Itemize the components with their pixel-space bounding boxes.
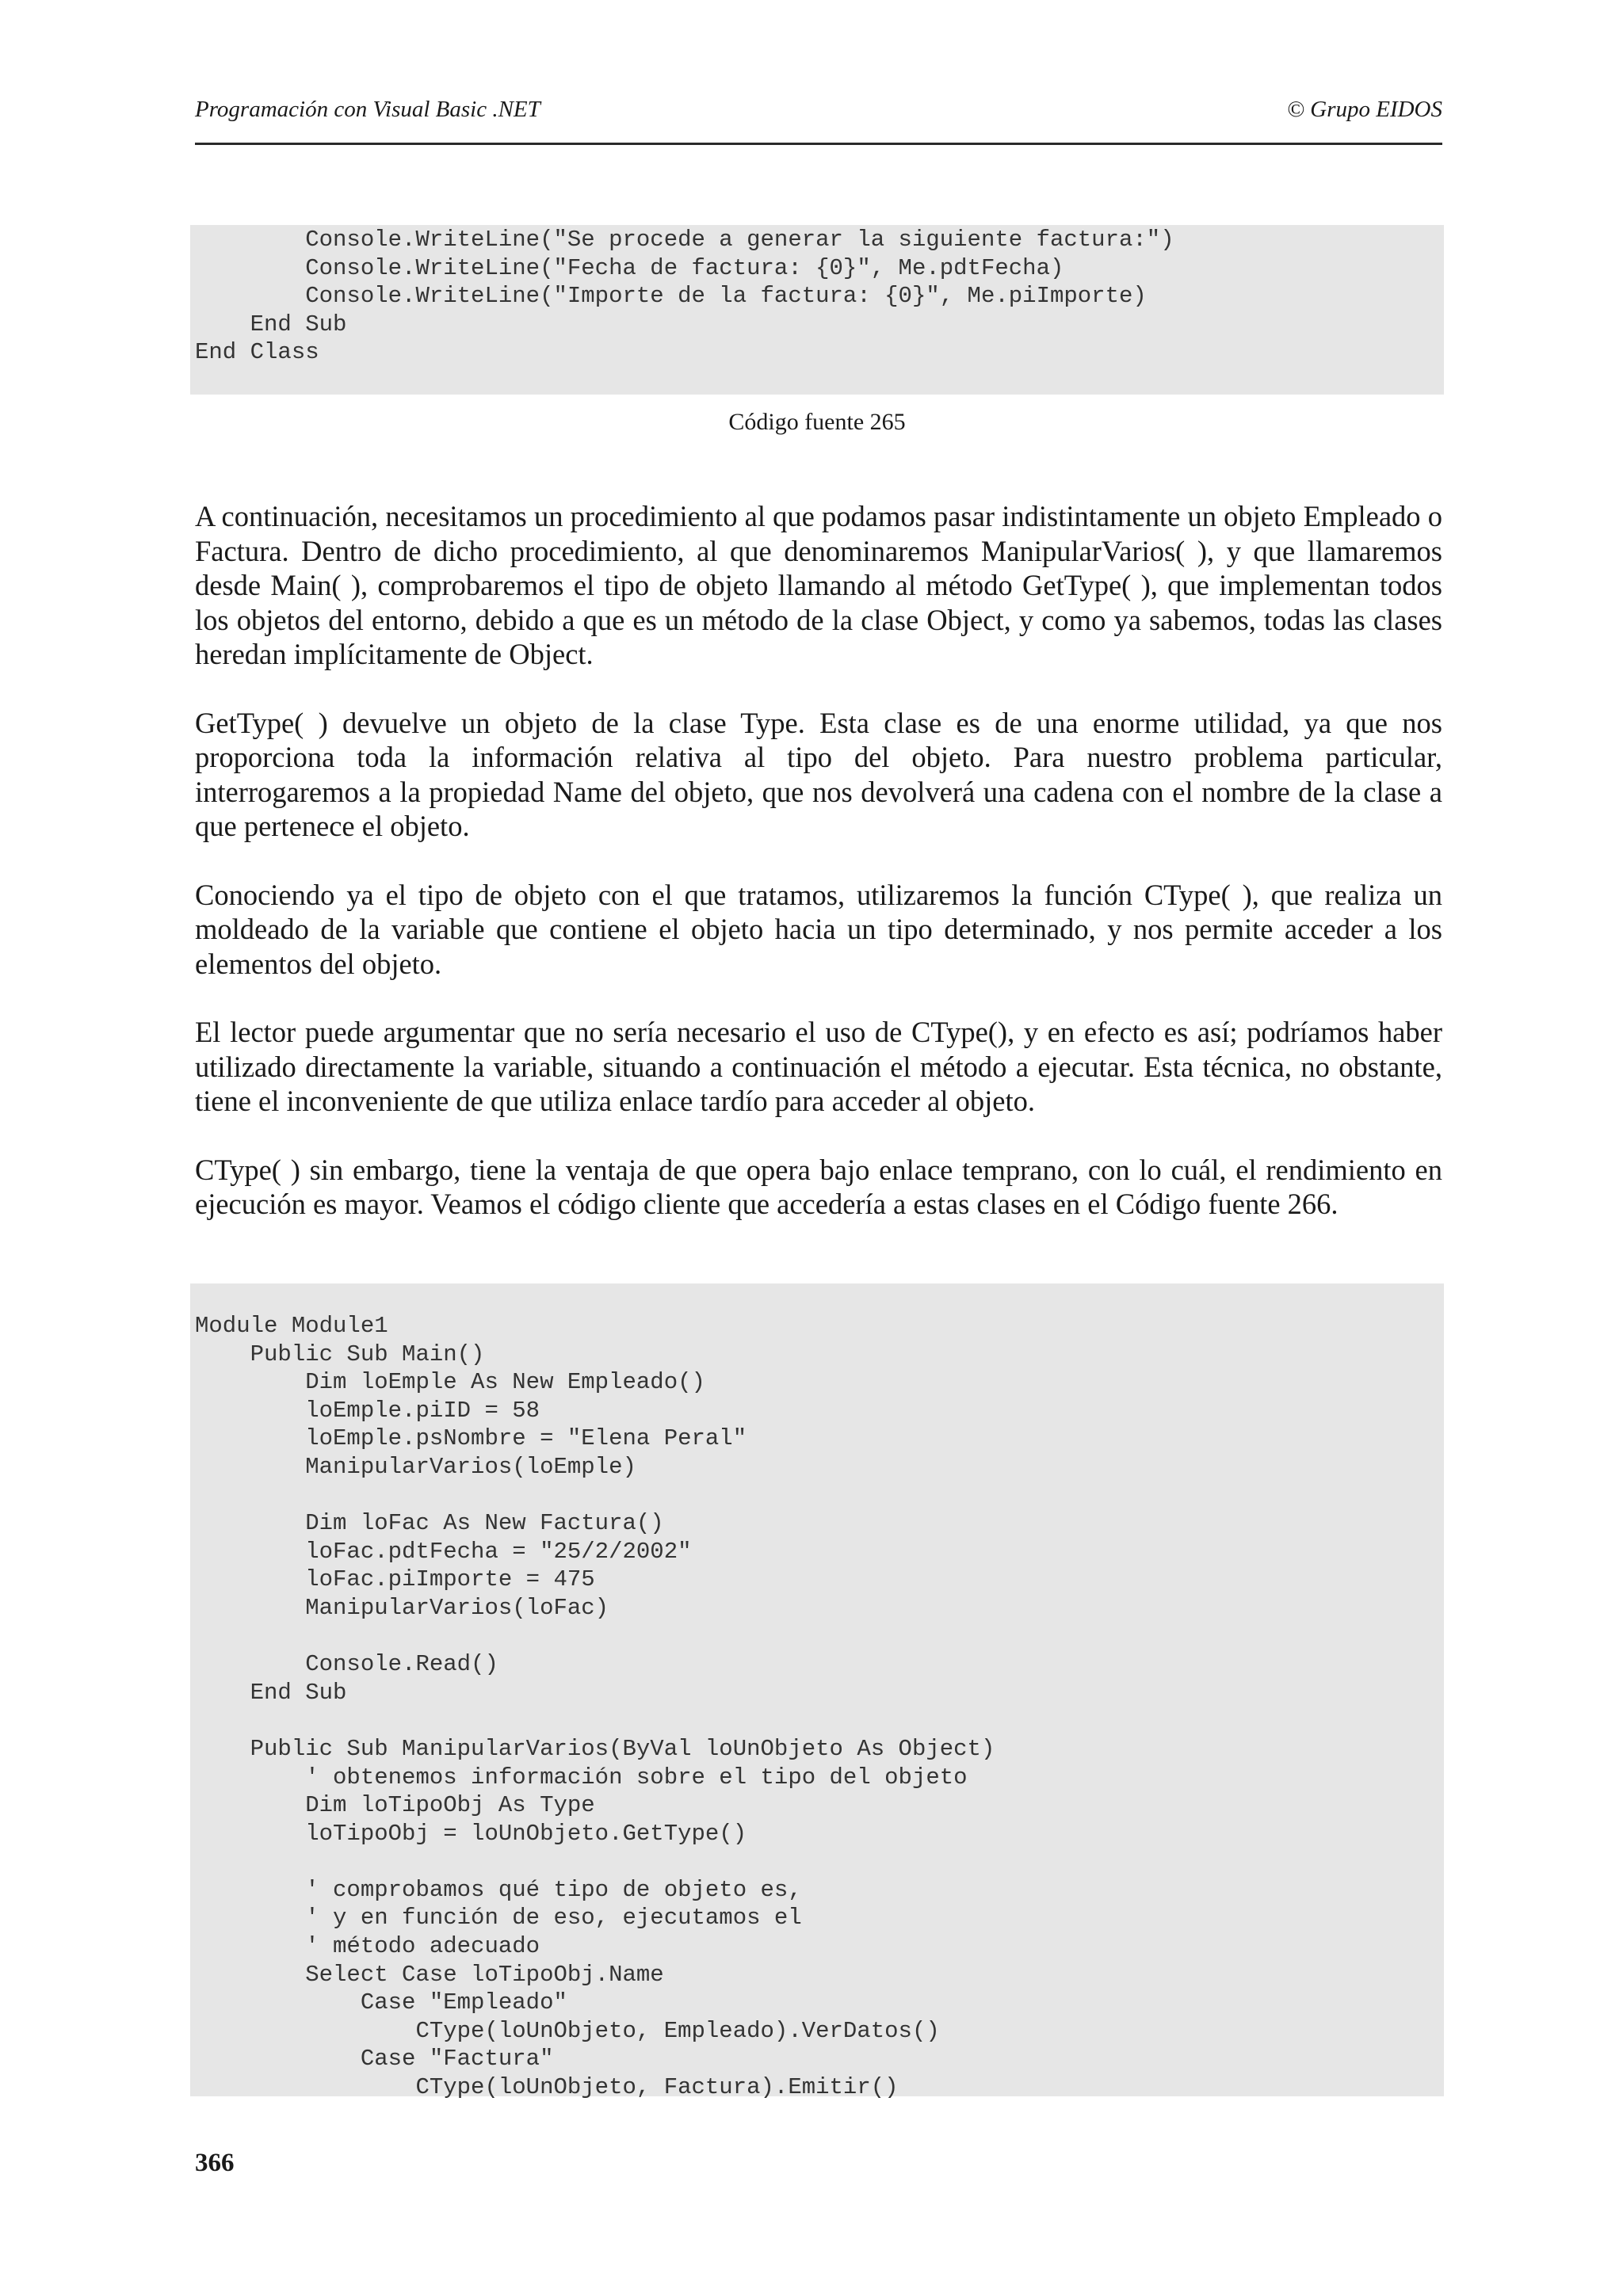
header-publisher: © Grupo EIDOS [1286,97,1442,122]
paragraph-5: CType( ) sin embargo, tiene la ventaja de que opera bajo enlace temprano, con lo cuál, el rendimiento en ejecución es mayor. Veamos el código cliente que accedería a estas clases en el Código fuente 266. [195,1153,1442,1220]
page-number: 366 [195,2149,235,2177]
code-caption-265: Código fuente 265 [728,409,906,435]
code-listing-265 [190,225,1444,395]
paragraph-2: GetType( ) devuelve un objeto de la clase Type. Esta clase es de una enorme utilidad, ya que nos proporciona toda la información relativa al tipo del objeto. Para nuestro problema particular, interrogaremos a la propiedad Name del objeto, que nos devolverá una cadena con el nombre de la clase a que pertenece el objeto. [195,706,1442,842]
paragraph-3: Conociendo ya el tipo de objeto con el que tratamos, utilizaremos la función CType( ), que realiza un moldeado de la variable que contiene el objeto hacia un tipo determinado, y nos permite acceder a los elementos del objeto. [195,878,1442,980]
code-listing-266-text: Module Module1 Public Sub Main() Dim loEmple As New Empleado() loEmple.piID = 58 loEmple.psNombre = "Elena Peral" ManipularVarios(loEmple) Dim loFac As New Factura() loFac.pdtFecha = "25/2/2002" loFac.piImporte = 475 ManipularVarios(loFac) Console.Read() End Sub Public Sub ManipularVarios(ByVal loUnObjeto As Object) ' obtenemos información sobre el tipo del objeto Dim loTipoObj As Type loTipoObj = loUnObjeto.GetType() ' comprobamos qué tipo de objeto es, ' y en función de eso, ejecutamos el ' método adecuado Select Case loTipoObj.Name Case "Empleado" CType(loUnObjeto, Empleado).VerDatos() Case "Factura" CType(loUnObjeto, Factura).Emitir() [195,1313,995,2101]
header-book-title: Programación con Visual Basic .NET [195,97,540,122]
paragraph-4: El lector puede argumentar que no sería necesario el uso de CType(), y en efecto es así; podríamos haber utilizado directamente la variable, situando a continuación el método a ejecutar. Esta técnica, no obstante, tiene el inconveniente de que utiliza enlace tardío para acceder al objeto. [195,1016,1442,1117]
body-text [195,499,1442,1256]
paragraph-1: A continuación, necesitamos un procedimiento al que podamos pasar indistintamente un objeto Empleado o Factura. Dentro de dicho procedimiento, al que denominaremos ManipularVarios( ), y que llamaremos desde Main( ), comprobaremos el tipo de objeto llamando al método GetType( ), que implementan todos los objetos del entorno, debido a que es un método de la clase Object, y como ya sabemos, todas las clases heredan implícitamente de Object. [195,500,1442,670]
page-header [195,93,1442,145]
code-listing-265-text: Console.WriteLine("Se procede a generar la siguiente factura:") Console.WriteLine("Fecha de factura: {0}", Me.pdtFecha) Console.WriteLine("Importe de la factura: {0}", Me.piImporte) End Sub End Class [195,227,1174,366]
code-listing-266 [190,1283,1444,2101]
